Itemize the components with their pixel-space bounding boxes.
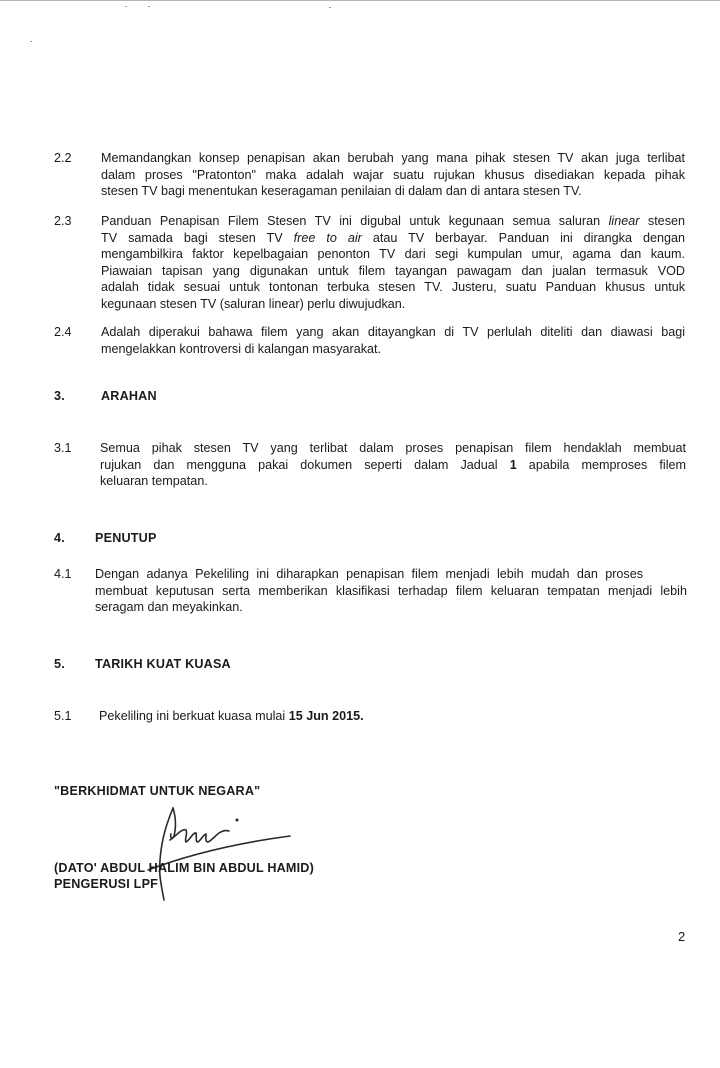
section-number: 4. <box>54 531 65 545</box>
text-line: Dengan adanya Pekeliling ini diharapkan penapisan filem menjadi lebih mudah dan proses <box>95 567 643 581</box>
text-run: Pekeliling ini berkuat kuasa mulai <box>99 709 289 723</box>
paragraph-number: 5.1 <box>54 709 72 723</box>
paragraph-number: 2.2 <box>54 151 72 165</box>
paragraph-text <box>99 708 364 725</box>
section-number: 3. <box>54 389 65 403</box>
text-line <box>101 230 685 247</box>
text-run: stesen <box>639 214 685 228</box>
text-line: mengambilkira faktor kepelbagaian penonton TV dari segi kumpulan umur, agama dan kaum. <box>101 247 685 261</box>
scan-speck <box>329 7 331 8</box>
text-run: Panduan Penapisan Filem Stesen TV ini digubal untuk kegunaan semua saluran <box>101 214 609 228</box>
italic-term: linear <box>608 214 640 228</box>
paragraph-text <box>101 150 685 200</box>
section-heading: ARAHAN <box>101 389 157 403</box>
text-run: rujukan dan mengguna pakai dokumen seperti dalam Jadual <box>100 457 510 472</box>
italic-term: free to air <box>293 230 362 245</box>
section-number: 5. <box>54 657 65 671</box>
paragraph-number: 4.1 <box>54 567 72 581</box>
text-line: mengelakkan kontroversi di kalangan masyarakat. <box>101 341 382 356</box>
text-line <box>100 457 686 474</box>
text-line: Memandangkan konsep penapisan akan berubah yang mana pihak stesen TV akan juga terlibat <box>101 151 685 165</box>
section-heading: TARIKH KUAT KUASA <box>95 657 231 671</box>
paragraph-text <box>95 566 687 616</box>
scan-speck <box>30 41 32 42</box>
paragraph-text <box>100 440 686 490</box>
paragraph-number: 2.3 <box>54 214 72 228</box>
page-top-edge <box>0 0 720 1</box>
text-run: apabila memproses filem <box>516 457 686 472</box>
text-line: Adalah diperakui bahawa filem yang akan ditayangkan di TV perlulah diteliti dan diawasi bagi <box>101 325 685 339</box>
page-number: 2 <box>678 929 686 944</box>
effective-date: 15 Jun 2015. <box>288 709 364 723</box>
text-line: membuat keputusan serta memberikan klasifikasi terhadap filem keluaran tempatan menjadi lebih <box>95 583 687 598</box>
motto: "BERKHIDMAT UNTUK NEGARA" <box>54 784 261 798</box>
text-line: kegunaan stesen TV (saluran linear) perlu diwujudkan. <box>101 296 406 311</box>
paragraph-text <box>101 213 685 312</box>
signatory-position: PENGERUSI LPF <box>54 877 159 891</box>
section-heading: PENUTUP <box>95 531 157 545</box>
scan-speck <box>125 6 127 7</box>
text-line: Semua pihak stesen TV yang terlibat dalam proses penapisan filem hendaklah membuat <box>100 441 686 455</box>
signatory-name: (DATO' ABDUL HALIM BIN ABDUL HAMID) <box>54 861 314 875</box>
text-line: stesen TV bagi menentukan keseragaman penilaian di dalam dan di antara stesen TV. <box>101 184 582 198</box>
text-line <box>101 213 685 230</box>
text-line: dalam proses "Pratonton" maka adalah wajar suatu rujukan khusus disediakan kepada pihak <box>101 167 685 182</box>
bold-term: 1 <box>509 457 517 472</box>
paragraph-number: 2.4 <box>54 325 72 339</box>
text-run: TV samada bagi stesen TV <box>101 230 294 245</box>
paragraph-text <box>101 324 685 357</box>
text-run: atau TV berbayar. Panduan ini dirangka dengan <box>361 230 686 245</box>
text-line: keluaran tempatan. <box>100 474 208 488</box>
text-line: Piawaian tapisan yang digunakan untuk filem tayangan pawagam dan jualan termasuk VOD <box>101 263 685 278</box>
text-line: seragam dan meyakinkan. <box>95 600 243 614</box>
handwritten-signature <box>140 800 300 905</box>
text-line: adalah tidak sesuai untuk tontonan terbuka stesen TV. Justeru, suatu Panduan khusus untuk <box>101 280 685 294</box>
paragraph-number: 3.1 <box>54 441 72 455</box>
scan-speck <box>148 6 150 7</box>
